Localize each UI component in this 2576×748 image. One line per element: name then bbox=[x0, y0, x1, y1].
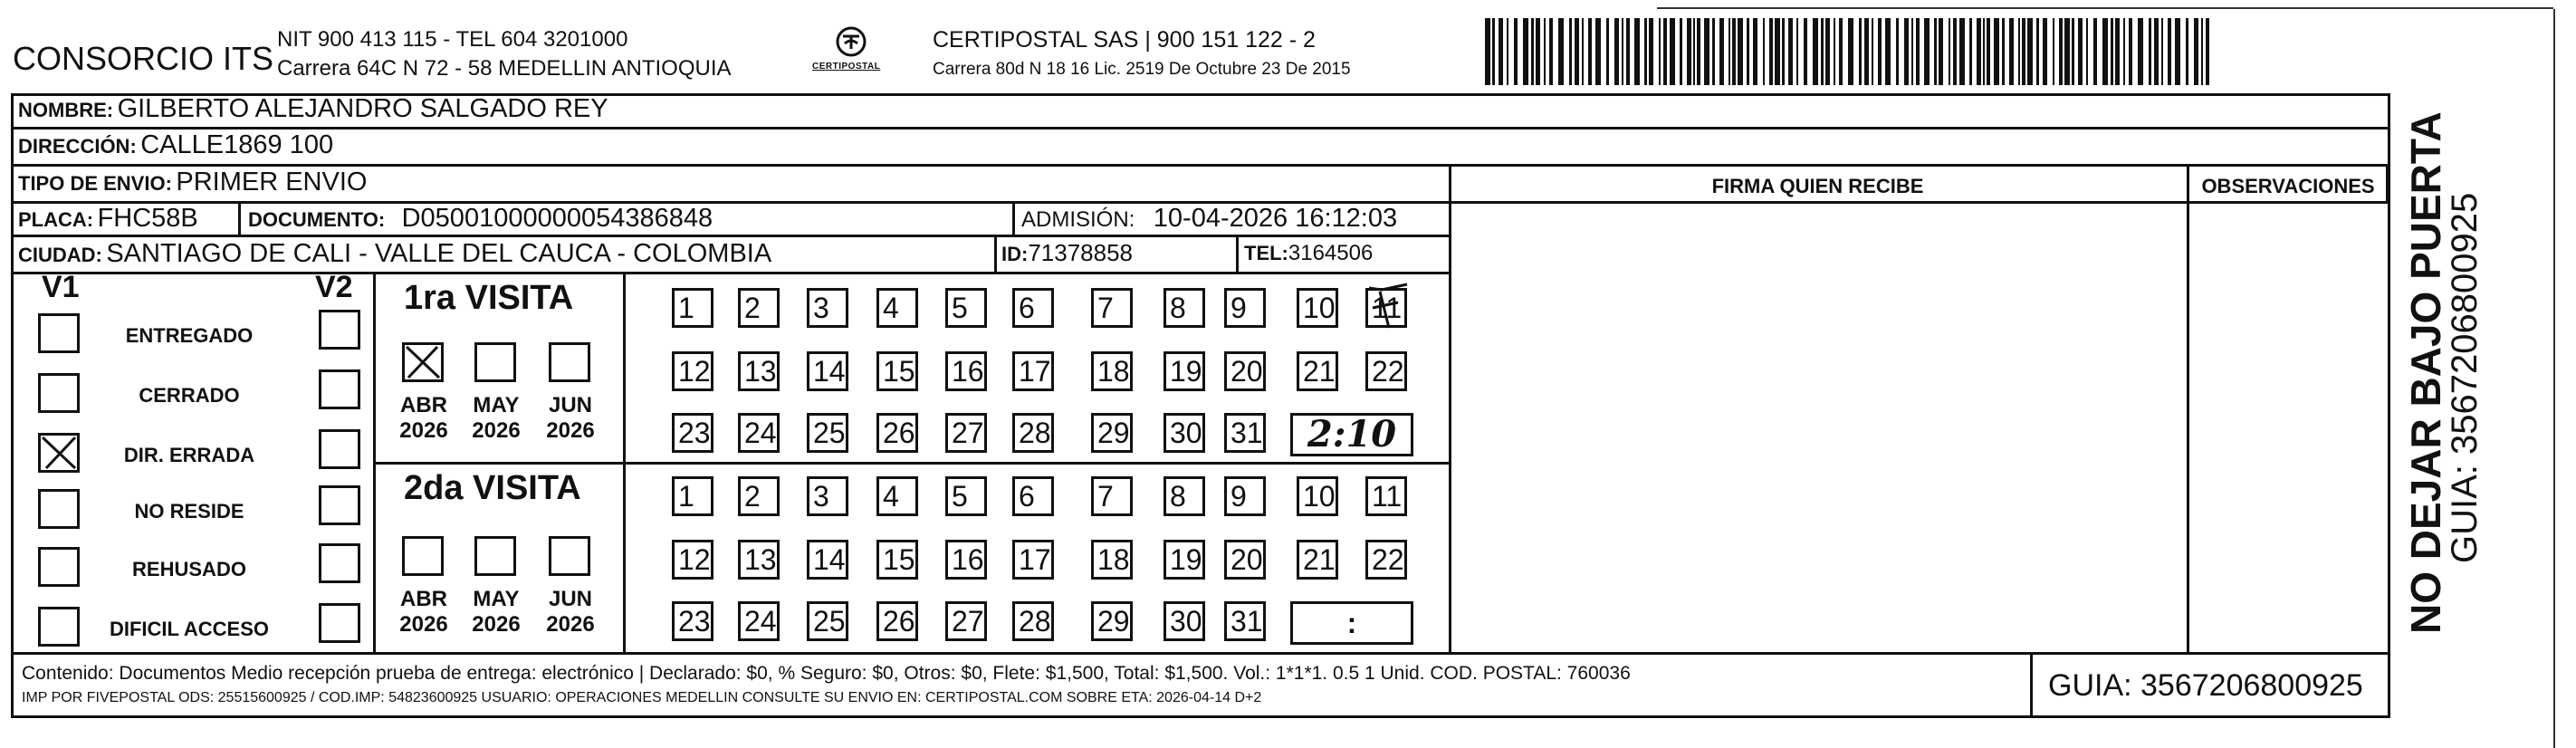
first-visit-day-box[interactable]: 27 bbox=[945, 413, 987, 453]
barcode-bar bbox=[1747, 18, 1749, 85]
second-visit-day-box[interactable]: 31 bbox=[1224, 601, 1266, 641]
barcode-bar bbox=[2201, 18, 2203, 85]
barcode-bar bbox=[1507, 18, 1508, 85]
first-visit-day-box[interactable]: 26 bbox=[876, 413, 918, 453]
barcode-bar bbox=[1994, 18, 1999, 85]
second-visit-day-box[interactable]: 2 bbox=[738, 476, 780, 516]
barcode-bar bbox=[1834, 18, 1835, 85]
firma-header: FIRMA QUIEN RECIBE bbox=[1711, 175, 1924, 197]
barcode-bar bbox=[1558, 18, 1564, 85]
year-label: 2026 bbox=[399, 612, 448, 637]
second-visit-day-box[interactable]: 20 bbox=[1224, 540, 1266, 580]
first-visit-day-box[interactable]: 10 bbox=[1297, 288, 1338, 328]
second-visit-day-box[interactable]: 6 bbox=[1012, 476, 1054, 516]
first-visit-day-box[interactable]: 6 bbox=[1012, 288, 1054, 328]
barcode-bar bbox=[1649, 18, 1653, 85]
first-visit-day-box[interactable]: 31 bbox=[1224, 413, 1266, 453]
first-visit-time: 2:10 bbox=[1307, 413, 1397, 456]
first-visit-day-box[interactable]: 23 bbox=[672, 413, 713, 453]
first-visit-day-box[interactable]: 16 bbox=[945, 351, 987, 391]
barcode-bar bbox=[1687, 18, 1691, 85]
month-label: MAY bbox=[473, 393, 520, 417]
barcode-bar bbox=[1859, 18, 1862, 85]
barcode-bar bbox=[1626, 18, 1630, 85]
barcode-bar bbox=[1523, 18, 1528, 85]
first-visit-day-box[interactable]: 29 bbox=[1091, 413, 1133, 453]
second-visit-day-box[interactable]: 19 bbox=[1164, 540, 1205, 580]
second-visit-day-box[interactable]: 4 bbox=[876, 476, 918, 516]
barcode-bar bbox=[2129, 18, 2132, 85]
barcode-bar bbox=[1788, 18, 1793, 85]
barcode-bar bbox=[2072, 18, 2074, 85]
barcode-bar bbox=[1738, 18, 1743, 85]
barcode-bar bbox=[1588, 18, 1592, 85]
first-visit-day-box[interactable]: 22 bbox=[1365, 351, 1407, 391]
barcode-bar bbox=[2053, 18, 2054, 85]
status-option-label: ENTREGADO bbox=[125, 324, 254, 347]
second-visit-day-box[interactable]: 24 bbox=[738, 601, 780, 641]
barcode-bar bbox=[1514, 18, 1518, 85]
year-label: 2026 bbox=[546, 612, 595, 637]
barcode bbox=[1485, 18, 2214, 85]
id-cell bbox=[1001, 239, 1133, 267]
second-visit-day-box[interactable]: 1 bbox=[672, 476, 713, 516]
barcode-bar bbox=[1977, 18, 1981, 85]
second-visit-month-checkbox[interactable] bbox=[549, 536, 590, 576]
month-label: JUN bbox=[548, 587, 592, 611]
second-visit-day-box[interactable]: 10 bbox=[1297, 476, 1338, 516]
company-name: CONSORCIO ITS bbox=[13, 40, 274, 77]
v2-checkbox[interactable] bbox=[319, 603, 360, 643]
first-visit-month-checkbox[interactable] bbox=[549, 342, 590, 382]
barcode-bar bbox=[1663, 18, 1667, 85]
certipostal-line: CERTIPOSTAL SAS | 900 151 122 - 2 bbox=[933, 27, 1316, 53]
documento-value: D05001000000054386848 bbox=[401, 204, 713, 233]
barcode-bar bbox=[1775, 18, 1780, 85]
second-visit-title: 2da VISITA bbox=[404, 469, 581, 507]
v1-checkbox[interactable] bbox=[38, 373, 80, 413]
second-visit-month-checkbox[interactable] bbox=[474, 536, 516, 576]
first-visit-day-box[interactable]: 9 bbox=[1224, 288, 1266, 328]
first-visit-day-box[interactable]: 7 bbox=[1091, 288, 1133, 328]
barcode-bar bbox=[1825, 18, 1830, 85]
barcode-bar bbox=[1934, 18, 1937, 85]
admision-label: ADMISIÓN: bbox=[1021, 207, 1135, 232]
second-visit-day-box[interactable]: 14 bbox=[807, 540, 848, 580]
barcode-bar bbox=[2027, 18, 2033, 85]
barcode-bar bbox=[2102, 18, 2108, 85]
barcode-bar bbox=[1753, 18, 1757, 85]
placa-label: PLACA: bbox=[18, 208, 94, 231]
first-visit-day-box[interactable]: 28 bbox=[1012, 413, 1054, 453]
direccion-row bbox=[18, 130, 333, 160]
tipo-value: PRIMER ENVIO bbox=[176, 168, 368, 197]
barcode-bar bbox=[1595, 18, 1601, 85]
nombre-row bbox=[18, 94, 608, 124]
second-visit-day-box[interactable]: 22 bbox=[1365, 540, 1407, 580]
second-visit-day-box[interactable]: 23 bbox=[672, 601, 713, 641]
documento-label: DOCUMENTO: bbox=[248, 208, 386, 231]
year-label: 2026 bbox=[399, 418, 448, 443]
id-value: 71378858 bbox=[1028, 239, 1134, 266]
barcode-bar bbox=[1712, 18, 1715, 85]
first-visit-day-box[interactable]: 24 bbox=[738, 413, 780, 453]
second-visit-day-box[interactable]: 28 bbox=[1012, 601, 1054, 641]
second-visit-day-box[interactable]: 3 bbox=[807, 476, 848, 516]
ciudad-cell bbox=[18, 239, 771, 269]
second-visit-time-box[interactable] bbox=[1290, 601, 1413, 645]
first-visit-day-box[interactable]: 21 bbox=[1297, 351, 1338, 391]
v2-checkbox[interactable] bbox=[319, 543, 360, 583]
barcode-bar bbox=[1569, 18, 1572, 85]
barcode-bar bbox=[2018, 18, 2020, 85]
barcode-bar bbox=[2161, 18, 2163, 85]
barcode-bar bbox=[1872, 18, 1873, 85]
barcode-bar bbox=[1804, 18, 1807, 85]
nombre-value: GILBERTO ALEJANDRO SALGADO REY bbox=[117, 94, 608, 123]
barcode-bar bbox=[1582, 18, 1584, 85]
barcode-bar bbox=[2206, 18, 2209, 85]
barcode-bar bbox=[2093, 18, 2097, 85]
placa-value: FHC58B bbox=[97, 204, 198, 233]
month-label: ABR bbox=[400, 587, 447, 611]
barcode-bar bbox=[1697, 18, 1700, 85]
first-visit-month-checkbox[interactable] bbox=[474, 342, 516, 382]
barcode-bar bbox=[2086, 18, 2088, 85]
barcode-bar bbox=[1763, 18, 1765, 85]
barcode-bar bbox=[2036, 18, 2039, 85]
admision-value: 10-04-2026 16:12:03 bbox=[1153, 204, 1398, 233]
v1-checkbox[interactable] bbox=[38, 433, 80, 473]
barcode-bar bbox=[1680, 18, 1682, 85]
barcode-bar bbox=[1911, 18, 1913, 85]
barcode-bar bbox=[2175, 18, 2180, 85]
barcode-bar bbox=[2002, 18, 2005, 85]
first-visit-day-box[interactable]: 5 bbox=[945, 288, 987, 328]
barcode-bar bbox=[1949, 18, 1950, 85]
barcode-bar bbox=[1983, 18, 1985, 85]
first-visit-day-box[interactable]: 4 bbox=[876, 288, 918, 328]
barcode-bar bbox=[1769, 18, 1773, 85]
certipostal-logo-icon bbox=[810, 24, 892, 82]
v2-checkbox[interactable] bbox=[319, 485, 360, 525]
first-visit-day-box[interactable]: 20 bbox=[1224, 351, 1266, 391]
first-visit-day-box[interactable]: 1 bbox=[672, 288, 713, 328]
second-visit-day-box[interactable]: 15 bbox=[876, 540, 918, 580]
barcode-bar bbox=[1719, 18, 1724, 85]
barcode-bar bbox=[1916, 18, 1920, 85]
imp-line: IMP POR FIVEPOSTAL ODS: 25515600925 / COD.IMP: 54823600925 USUARIO: OPERACIONES MEDELLIN CONSULTE SU ENVIO EN: CERTIPOSTAL.COM SOBRE ETA: 2026-04-14 D+2 bbox=[22, 690, 1262, 705]
second-visit-day-box[interactable]: 7 bbox=[1091, 476, 1133, 516]
barcode-bar bbox=[1531, 18, 1534, 85]
barcode-bar bbox=[1953, 18, 1957, 85]
barcode-bar bbox=[1924, 18, 1930, 85]
certipostal-logo bbox=[810, 24, 892, 82]
v1-checkbox[interactable] bbox=[38, 313, 80, 353]
second-visit-day-box[interactable]: 11 bbox=[1365, 476, 1407, 516]
barcode-bar bbox=[1634, 18, 1640, 85]
barcode-bar bbox=[1622, 18, 1623, 85]
second-visit-day-box[interactable]: 30 bbox=[1164, 601, 1205, 641]
nombre-label: NOMBRE: bbox=[18, 99, 114, 121]
first-visit-day-box[interactable]: 19 bbox=[1164, 351, 1205, 391]
status-option-label: NO RESIDE bbox=[134, 500, 244, 523]
barcode-bar bbox=[1492, 18, 1495, 85]
second-visit-time: : bbox=[1346, 607, 1357, 639]
admision-cell bbox=[1021, 204, 1397, 234]
second-visit-day-box[interactable]: 17 bbox=[1012, 540, 1054, 580]
v2-header: V2 bbox=[315, 270, 353, 304]
barcode-bar bbox=[1704, 18, 1709, 85]
first-visit-day-box[interactable]: 14 bbox=[807, 351, 848, 391]
placa-cell bbox=[18, 204, 198, 234]
barcode-bar bbox=[1796, 18, 1798, 85]
year-label: 2026 bbox=[546, 418, 595, 443]
barcode-bar bbox=[2149, 18, 2151, 85]
barcode-bar bbox=[2043, 18, 2047, 85]
barcode-bar bbox=[2115, 18, 2120, 85]
documento-cell bbox=[248, 204, 713, 234]
license-line: Carrera 80d N 18 16 Lic. 2519 De Octubre 23 De 2015 bbox=[933, 60, 1351, 79]
barcode-bar bbox=[1729, 18, 1730, 85]
barcode-bar bbox=[1885, 18, 1891, 85]
tipo-row bbox=[18, 168, 367, 197]
barcode-bar bbox=[1544, 18, 1546, 85]
tel-value: 3164506 bbox=[1288, 241, 1374, 265]
barcode-bar bbox=[1732, 18, 1736, 85]
contenido-line: Contenido: Documentos Medio recepción prueba de entrega: electrónico | Declarado: $0, % Seguro: $0, Otros: $0, Flete: $1,500, Total: $1,500. Vol.: 1*1*1. 0.5 1 Unid. COD. POSTAL: 760036 bbox=[22, 663, 1631, 684]
barcode-bar bbox=[2154, 18, 2159, 85]
barcode-bar bbox=[1549, 18, 1553, 85]
barcode-bar bbox=[2009, 18, 2014, 85]
side-warning: NO DEJAR BAJO PUERTA bbox=[2402, 111, 2449, 634]
side-guia: GUIA: 3567206800925 bbox=[2445, 192, 2485, 563]
check-x-icon bbox=[41, 436, 77, 470]
second-visit-day-box[interactable]: 25 bbox=[807, 601, 848, 641]
barcode-bar bbox=[2111, 18, 2113, 85]
barcode-bar bbox=[2186, 18, 2188, 85]
cut-edge bbox=[2553, 9, 2555, 748]
barcode-bar bbox=[1614, 18, 1619, 85]
second-visit-day-box[interactable]: 26 bbox=[876, 601, 918, 641]
first-visit-day-box[interactable]: 25 bbox=[807, 413, 848, 453]
month-label: ABR bbox=[400, 393, 447, 417]
status-option-label: DIR. ERRADA bbox=[123, 444, 255, 466]
first-visit-day-box[interactable]: 15 bbox=[876, 351, 918, 391]
barcode-bar bbox=[1864, 18, 1869, 85]
first-visit-title: 1ra VISITA bbox=[404, 279, 574, 317]
barcode-bar bbox=[1693, 18, 1695, 85]
barcode-bar bbox=[2059, 18, 2063, 85]
month-label: JUN bbox=[548, 393, 592, 417]
first-visit-day-box[interactable]: 13 bbox=[738, 351, 780, 391]
second-visit-day-box[interactable]: 18 bbox=[1091, 540, 1133, 580]
barcode-bar bbox=[2138, 18, 2143, 85]
second-visit-day-box[interactable]: 13 bbox=[738, 540, 780, 580]
barcode-bar bbox=[1959, 18, 1965, 85]
v1-checkbox[interactable] bbox=[38, 607, 80, 647]
year-label: 2026 bbox=[472, 612, 521, 637]
v1-checkbox[interactable] bbox=[38, 489, 80, 529]
direccion-value: CALLE1869 100 bbox=[140, 130, 334, 159]
barcode-bar bbox=[1904, 18, 1909, 85]
id-label: ID: bbox=[1001, 243, 1029, 265]
first-visit-day-box[interactable]: 17 bbox=[1012, 351, 1054, 391]
tel-cell bbox=[1244, 241, 1373, 266]
check-x-icon bbox=[405, 345, 441, 379]
second-visit-day-box[interactable]: 16 bbox=[945, 540, 987, 580]
barcode-bar bbox=[1821, 18, 1824, 85]
barcode-bar bbox=[1813, 18, 1818, 85]
barcode-bar bbox=[1575, 18, 1579, 85]
first-visit-day-box[interactable]: 8 bbox=[1164, 288, 1205, 328]
second-visit-day-box[interactable]: 12 bbox=[672, 540, 713, 580]
first-visit-day-box[interactable]: 11 bbox=[1365, 288, 1407, 328]
footer-guia: GUIA: 3567206800925 bbox=[2048, 668, 2363, 703]
barcode-bar bbox=[1839, 18, 1843, 85]
barcode-bar bbox=[1878, 18, 1882, 85]
second-visit-day-box[interactable]: 29 bbox=[1091, 601, 1133, 641]
address-line: Carrera 64C N 72 - 58 MEDELLIN ANTIOQUIA bbox=[277, 56, 732, 81]
top-edge bbox=[1657, 7, 2553, 9]
certipostal-logo-text: CERTIPOSTAL bbox=[812, 62, 881, 72]
month-label: MAY bbox=[473, 587, 520, 611]
observaciones-header: OBSERVACIONES bbox=[2201, 175, 2375, 197]
first-visit-month-checkbox[interactable] bbox=[402, 342, 444, 382]
first-visit-time-box[interactable] bbox=[1290, 413, 1413, 456]
v1-checkbox[interactable] bbox=[38, 547, 80, 587]
barcode-bar bbox=[2194, 18, 2198, 85]
second-visit-day-box[interactable]: 5 bbox=[945, 476, 987, 516]
barcode-bar bbox=[2022, 18, 2025, 85]
first-visit-day-box[interactable]: 3 bbox=[807, 288, 848, 328]
barcode-bar bbox=[1782, 18, 1785, 85]
first-visit-day-box[interactable]: 18 bbox=[1091, 351, 1133, 391]
direccion-label: DIRECCIÓN: bbox=[18, 135, 137, 158]
barcode-bar bbox=[1659, 18, 1661, 85]
barcode-bar bbox=[2078, 18, 2083, 85]
barcode-bar bbox=[1670, 18, 1675, 85]
first-visit-day-box[interactable]: 30 bbox=[1164, 413, 1205, 453]
barcode-bar bbox=[1644, 18, 1647, 85]
status-option-label: DIFICIL ACCESO bbox=[109, 618, 269, 640]
status-option-label: REHUSADO bbox=[132, 558, 246, 580]
barcode-bar bbox=[1606, 18, 1609, 85]
second-visit-day-box[interactable]: 21 bbox=[1297, 540, 1338, 580]
barcode-bar bbox=[2064, 18, 2070, 85]
v1-header: V1 bbox=[42, 270, 80, 304]
barcode-bar bbox=[1499, 18, 1503, 85]
tipo-label: TIPO DE ENVIO: bbox=[18, 172, 172, 195]
tel-label: TEL: bbox=[1244, 242, 1288, 264]
barcode-bar bbox=[2168, 18, 2171, 85]
barcode-bar bbox=[1536, 18, 1540, 85]
ciudad-value: SANTIAGO DE CALI - VALLE DEL CAUCA - COLOMBIA bbox=[106, 239, 772, 268]
handwritten-mark-icon bbox=[1362, 281, 1416, 333]
first-visit-day-box[interactable]: 2 bbox=[738, 288, 780, 328]
v2-checkbox[interactable] bbox=[319, 310, 360, 350]
barcode-bar bbox=[2123, 18, 2125, 85]
second-visit-day-box[interactable]: 27 bbox=[945, 601, 987, 641]
status-option-label: CERRADO bbox=[139, 384, 240, 407]
barcode-bar bbox=[1485, 18, 1490, 85]
barcode-bar bbox=[1969, 18, 1972, 85]
barcode-bar bbox=[1896, 18, 1899, 85]
year-label: 2026 bbox=[472, 418, 521, 443]
ciudad-label: CIUDAD: bbox=[18, 244, 102, 266]
v2-checkbox[interactable] bbox=[319, 429, 360, 469]
second-visit-day-box[interactable]: 8 bbox=[1164, 476, 1205, 516]
second-visit-day-box[interactable]: 9 bbox=[1224, 476, 1266, 516]
v2-checkbox[interactable] bbox=[319, 369, 360, 409]
barcode-bar bbox=[1987, 18, 1990, 85]
second-visit-month-checkbox[interactable] bbox=[402, 536, 444, 576]
barcode-bar bbox=[1939, 18, 1943, 85]
nit-line: NIT 900 413 115 - TEL 604 3201000 bbox=[277, 27, 628, 52]
first-visit-day-box[interactable]: 12 bbox=[672, 351, 713, 391]
barcode-bar bbox=[1848, 18, 1853, 85]
